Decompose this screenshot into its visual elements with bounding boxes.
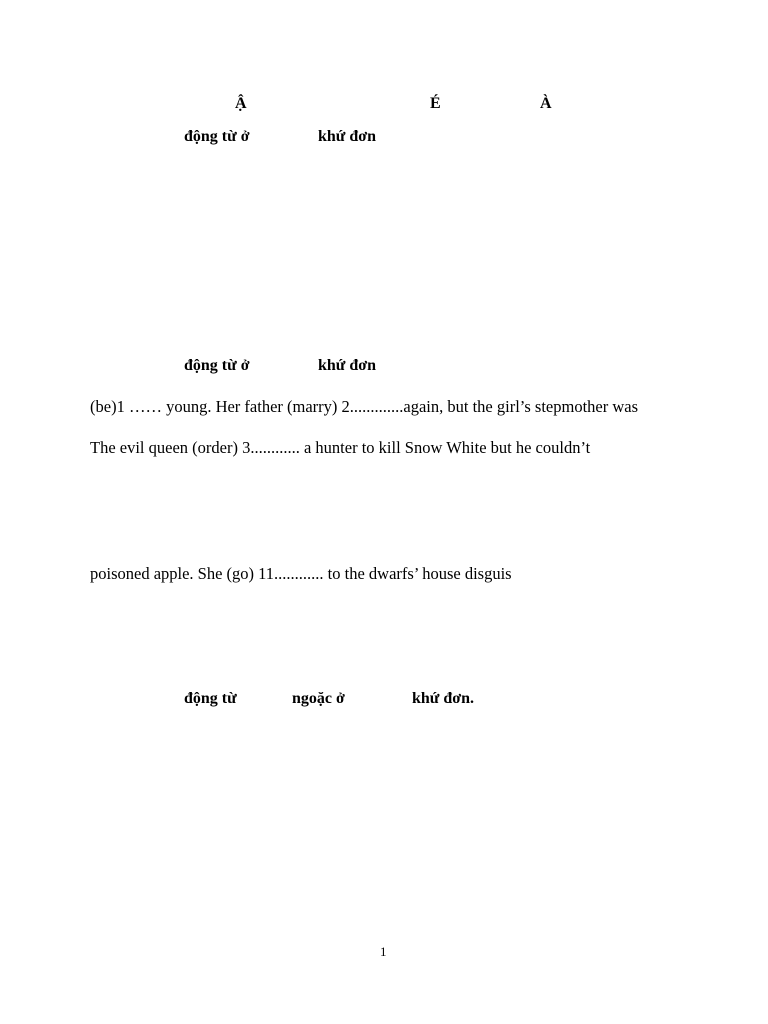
- instruction-3-part-2: ngoặc ở: [292, 690, 345, 707]
- instruction-2-part-2: khứ đơn: [318, 357, 377, 374]
- instruction-3-part-1: động từ: [184, 690, 237, 707]
- heading-letter-1: Ậ: [235, 95, 247, 112]
- passage-line-3: poisoned apple. She (go) 11............ to the dwarfs’ house disguis: [90, 564, 512, 583]
- instruction-1-part-2: khứ đơn: [318, 128, 377, 145]
- passage-line-1: (be)1 …… young. Her father (marry) 2.............again, but the girl’s stepmother was: [90, 397, 639, 416]
- heading-letter-3: À: [540, 95, 552, 112]
- instruction-1-part-1: động từ ở: [184, 128, 250, 145]
- instruction-2-part-1: động từ ở: [184, 357, 250, 374]
- passage-line-2: The evil queen (order) 3............ a hunter to kill Snow White but he couldn’t: [90, 438, 591, 457]
- page-number: 1: [380, 944, 387, 959]
- heading-letter-2: É: [430, 95, 441, 112]
- instruction-3-part-3: khứ đơn.: [412, 690, 475, 707]
